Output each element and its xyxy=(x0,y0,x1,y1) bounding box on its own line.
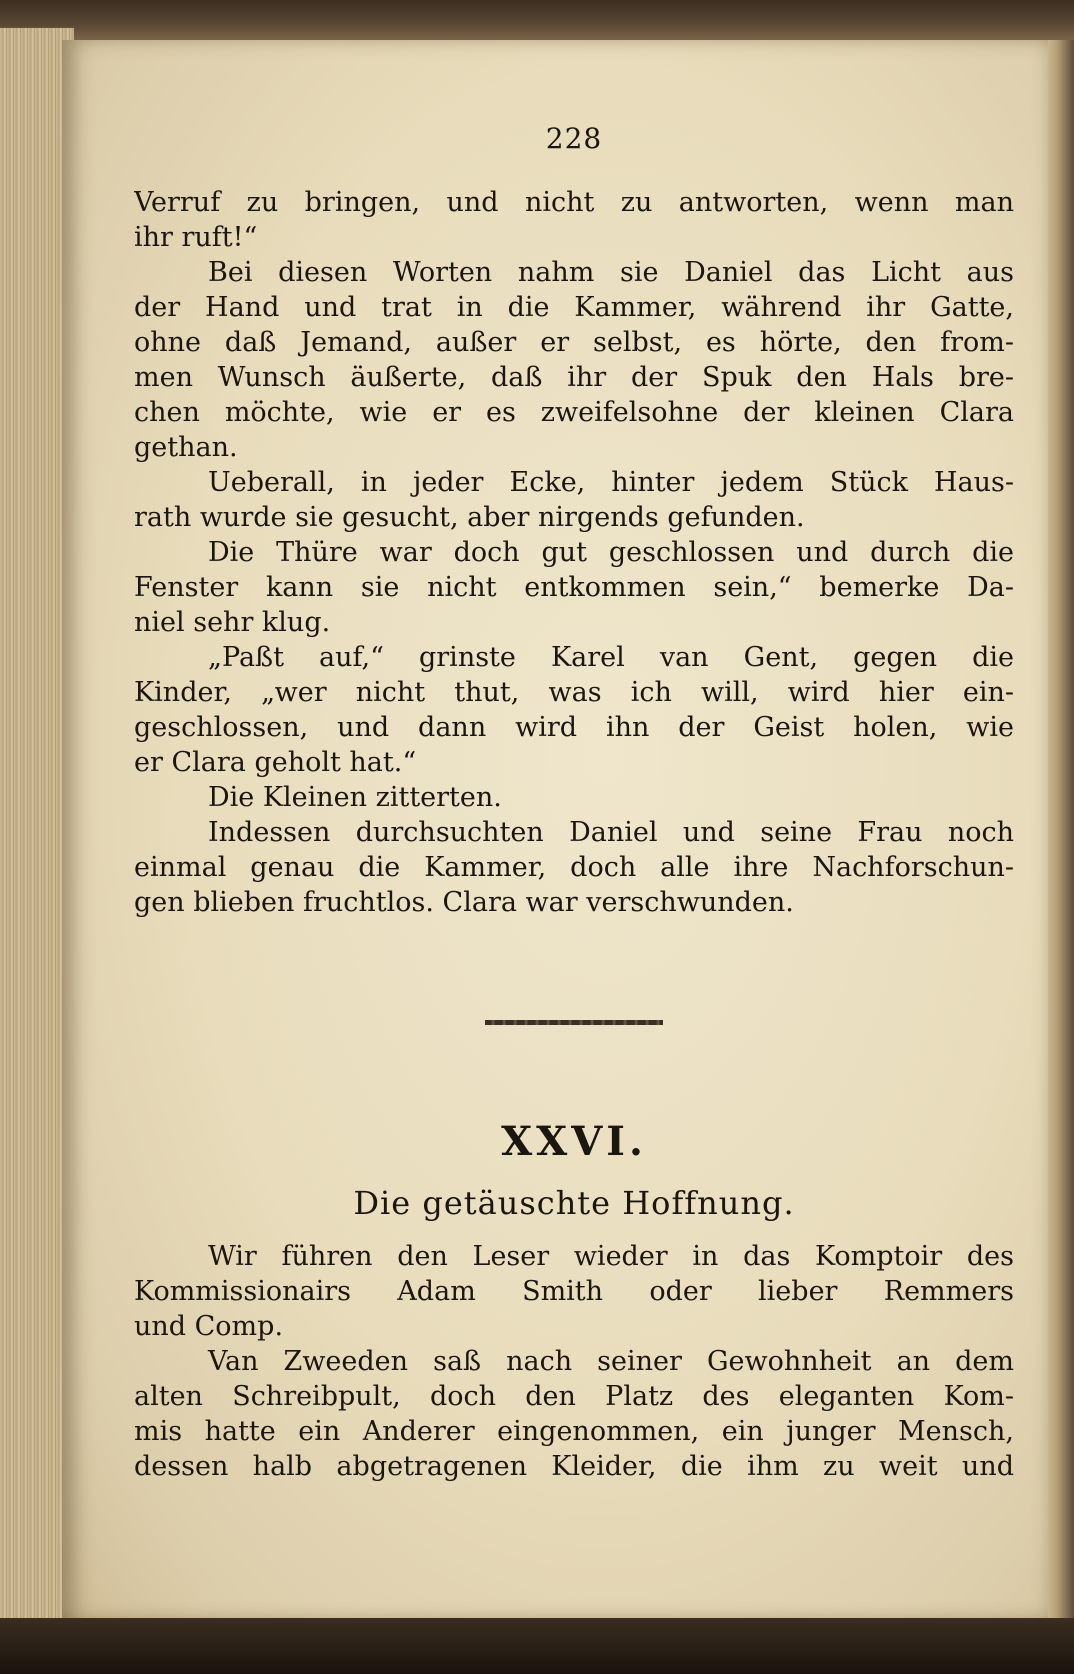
text-line: Fenster kann sie nicht entkommen sein,“ bemerke Da- xyxy=(134,572,1014,603)
page-number: 228 xyxy=(545,122,603,155)
text-line: dessen halb abgetragenen Kleider, die ihm zu weit und xyxy=(134,1451,1014,1482)
text-line: geschlossen, und dann wird ihn der Geist holen, wie xyxy=(134,712,1014,743)
body-text xyxy=(134,185,1014,920)
chapter-number: XXVI. xyxy=(501,1118,647,1165)
text-line: Wir führen den Leser wieder in das Komptoir des xyxy=(208,1241,1014,1272)
text-line: Kommissionairs Adam Smith oder lieber Remmers xyxy=(134,1276,1014,1307)
text-line: „Paßt auf,“ grinste Karel van Gent, gegen die xyxy=(208,642,1014,673)
chapter-title: Die getäuschte Hoffnung. xyxy=(353,1184,795,1222)
text-line: ihr ruft!“ xyxy=(134,222,258,253)
paragraph xyxy=(134,815,1014,920)
text-line: Verruf zu bringen, und nicht zu antworten, wenn man xyxy=(134,187,1014,218)
text-line: Die Thüre war doch gut geschlossen und durch die xyxy=(208,537,1014,568)
text-line: und Comp. xyxy=(134,1311,284,1342)
text-line: einmal genau die Kammer, doch alle ihre Nachforschun- xyxy=(134,852,1014,883)
text-line: niel sehr klug. xyxy=(134,607,331,638)
text-line: er Clara geholt hat.“ xyxy=(134,747,417,778)
paragraph xyxy=(134,465,1014,535)
paragraph xyxy=(134,780,1014,815)
paragraph xyxy=(134,1344,1014,1484)
chapter-body-text xyxy=(134,1239,1014,1484)
text-line: Bei diesen Worten nahm sie Daniel das Licht aus xyxy=(208,257,1014,288)
paragraph xyxy=(134,185,1014,255)
text-line: gethan. xyxy=(134,432,238,463)
text-line: Ueberall, in jeder Ecke, hinter jedem Stück Haus- xyxy=(208,467,1014,498)
text-line: chen möchte, wie er es zweifelsohne der kleinen Clara xyxy=(134,397,1014,428)
paragraph xyxy=(134,255,1014,465)
text-line: rath wurde sie gesucht, aber nirgends gefunden. xyxy=(134,502,805,533)
text-line: Die Kleinen zitterten. xyxy=(208,782,502,813)
text-line: Van Zweeden saß nach seiner Gewohnheit an dem xyxy=(208,1346,1014,1377)
page-content xyxy=(134,110,1014,1484)
paragraph xyxy=(134,1239,1014,1344)
text-line: mis hatte ein Anderer eingenommen, ein junger Mensch, xyxy=(134,1416,1014,1447)
text-line: men Wunsch äußerte, daß ihr der Spuk den Hals bre- xyxy=(134,362,1014,393)
text-line: alten Schreibpult, doch den Platz des eleganten Kom- xyxy=(134,1381,1014,1412)
text-line: Indessen durchsuchten Daniel und seine Frau noch xyxy=(208,817,1014,848)
book-cover-bottom xyxy=(0,1618,1074,1674)
paragraph xyxy=(134,535,1014,640)
text-line: Kinder, „wer nicht thut, was ich will, wird hier ein- xyxy=(134,677,1014,708)
text-line: gen blieben fruchtlos. Clara war verschwunden. xyxy=(134,887,794,918)
text-line: ohne daß Jemand, außer er selbst, es hörte, den from- xyxy=(134,327,1014,358)
book-cover-top xyxy=(0,0,1074,40)
paragraph xyxy=(134,640,1014,780)
text-line: der Hand und trat in die Kammer, während ihr Gatte, xyxy=(134,292,1014,323)
section-divider xyxy=(485,1020,663,1025)
